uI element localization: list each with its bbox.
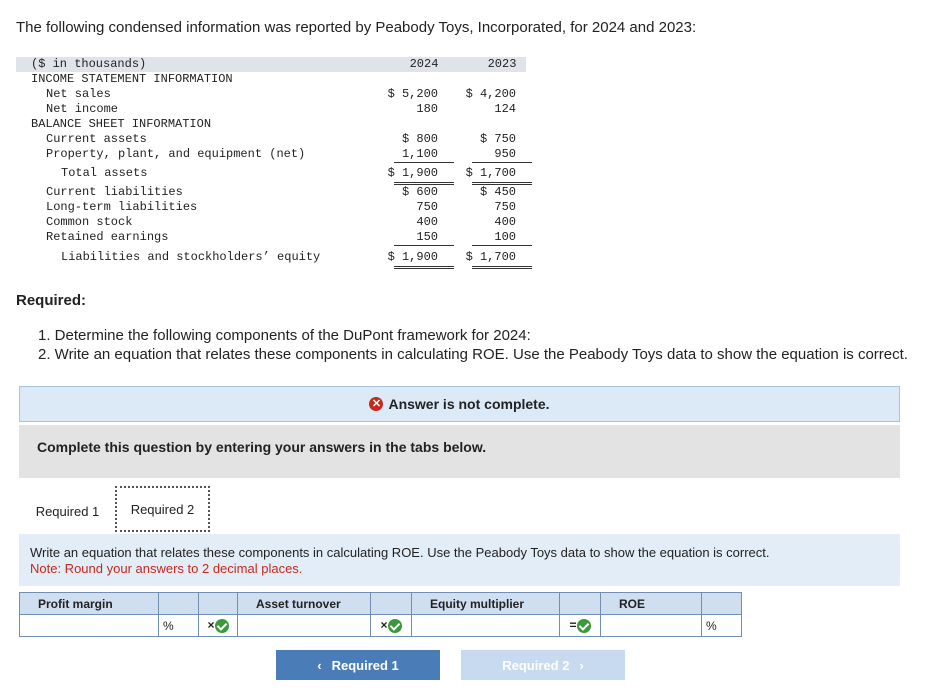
financial-table (16, 57, 526, 265)
table-row (16, 87, 526, 102)
chevron-right-icon: › (579, 657, 584, 673)
row-label: Retained earnings (46, 230, 169, 244)
table-row (16, 166, 526, 181)
percent-symbol: % (702, 615, 742, 637)
value-2024: 750 (416, 200, 438, 214)
double-underline (472, 268, 532, 269)
double-underline (472, 182, 532, 183)
incomplete-banner (19, 386, 900, 422)
value-2023: $ 4,200 (465, 87, 516, 101)
table-row (16, 200, 526, 215)
requirement-1: 1. Determine the following components of the DuPont framework for 2024: (38, 327, 531, 344)
row-label: Long-term liabilities (46, 200, 198, 214)
roe-header: ROE (601, 593, 702, 615)
equity-multiplier-input[interactable] (412, 615, 560, 637)
divider-line (394, 245, 454, 246)
table-row (16, 147, 526, 162)
value-2023: 750 (494, 200, 516, 214)
table-row (16, 132, 526, 147)
value-2024: $ 1,900 (387, 250, 438, 264)
banner-text: Answer is not complete. (388, 396, 550, 412)
value-2023: $ 450 (479, 185, 516, 199)
next-button-label: Required 2 (502, 657, 570, 673)
double-underline (394, 266, 454, 267)
previous-button-label: Required 1 (331, 657, 399, 673)
check-icon (215, 619, 229, 633)
double-underline (394, 182, 454, 183)
row-label: Current assets (46, 132, 147, 146)
row-label: BALANCE SHEET INFORMATION (31, 117, 212, 131)
row-label: Liabilities and stockholders’ equity (61, 250, 321, 264)
value-2024: $ 1,900 (387, 166, 438, 180)
row-label: Common stock (46, 215, 133, 229)
table-row (16, 230, 526, 245)
table-row (16, 185, 526, 200)
required-heading: Required: (16, 292, 87, 309)
times-operator: × (199, 615, 238, 637)
intro-text: The following condensed information was reported by Peabody Toys, Incorporated, for 2024 and 2023: (16, 19, 697, 36)
requirements-list (38, 326, 908, 364)
next-button[interactable] (461, 650, 625, 680)
value-2023: 124 (494, 102, 516, 116)
equals-operator: = (560, 615, 601, 637)
table-row (16, 117, 526, 132)
error-x-icon: ✕ (369, 397, 383, 411)
table-row (16, 250, 526, 265)
table-row (16, 102, 526, 117)
asset-turnover-input[interactable] (238, 615, 371, 637)
profit-margin-header: Profit margin (20, 593, 159, 615)
profit-margin-input[interactable] (20, 615, 159, 637)
value-2024: $ 600 (401, 185, 438, 199)
row-label: Net sales (46, 87, 111, 101)
instructions-box (19, 425, 900, 478)
times-operator: × (371, 615, 412, 637)
value-2024: $ 800 (401, 132, 438, 146)
value-2023: $ 1,700 (465, 166, 516, 180)
value-2024: 400 (416, 215, 438, 229)
percent-symbol: % (159, 615, 199, 637)
value-2024: 180 (416, 102, 438, 116)
row-label: INCOME STATEMENT INFORMATION (31, 72, 233, 86)
instructions-text: Complete this question by entering your answers in the tabs below. (37, 439, 487, 455)
chevron-left-icon: ‹ (317, 657, 322, 673)
check-icon (577, 619, 591, 633)
divider-line (394, 162, 454, 163)
dupont-equation-table (19, 592, 742, 637)
equity-multiplier-header: Equity multiplier (412, 593, 560, 615)
tab-required-2[interactable]: Required 2 (115, 486, 210, 532)
value-2023: 400 (494, 215, 516, 229)
previous-button[interactable] (276, 650, 440, 680)
value-2023: 950 (494, 147, 516, 161)
check-icon (388, 619, 402, 633)
year-2024-header: 2024 (409, 57, 439, 71)
table-header-row (16, 57, 526, 72)
double-underline (472, 266, 532, 267)
rounding-note: Note: Round your answers to 2 decimal places. (30, 561, 303, 576)
roe-input[interactable] (601, 615, 702, 637)
year-2023-header: 2023 (487, 57, 517, 71)
value-2024: 150 (416, 230, 438, 244)
asset-turnover-header: Asset turnover (238, 593, 371, 615)
divider-line (472, 245, 532, 246)
double-underline (394, 268, 454, 269)
header-note: ($ in thousands) (31, 57, 147, 71)
question-prompt (19, 534, 900, 586)
row-label: Current liabilities (46, 185, 183, 199)
value-2023: $ 750 (479, 132, 516, 146)
divider-line (472, 162, 532, 163)
tab-required-1[interactable]: Required 1 (35, 503, 100, 519)
row-label: Total assets (61, 166, 148, 180)
value-2023: $ 1,700 (465, 250, 516, 264)
row-label: Property, plant, and equipment (net) (46, 147, 306, 161)
prompt-text: Write an equation that relates these components in calculating ROE. Use the Peabody Toys data to show the equation is correct. (30, 545, 770, 560)
value-2024: 1,100 (401, 147, 438, 161)
table-row (16, 215, 526, 230)
table-row (16, 72, 526, 87)
value-2024: $ 5,200 (387, 87, 438, 101)
row-label: Net income (46, 102, 119, 116)
value-2023: 100 (494, 230, 516, 244)
requirement-2: 2. Write an equation that relates these components in calculating ROE. Use the Peabody Toys data to show the equation is correct. (38, 346, 908, 363)
